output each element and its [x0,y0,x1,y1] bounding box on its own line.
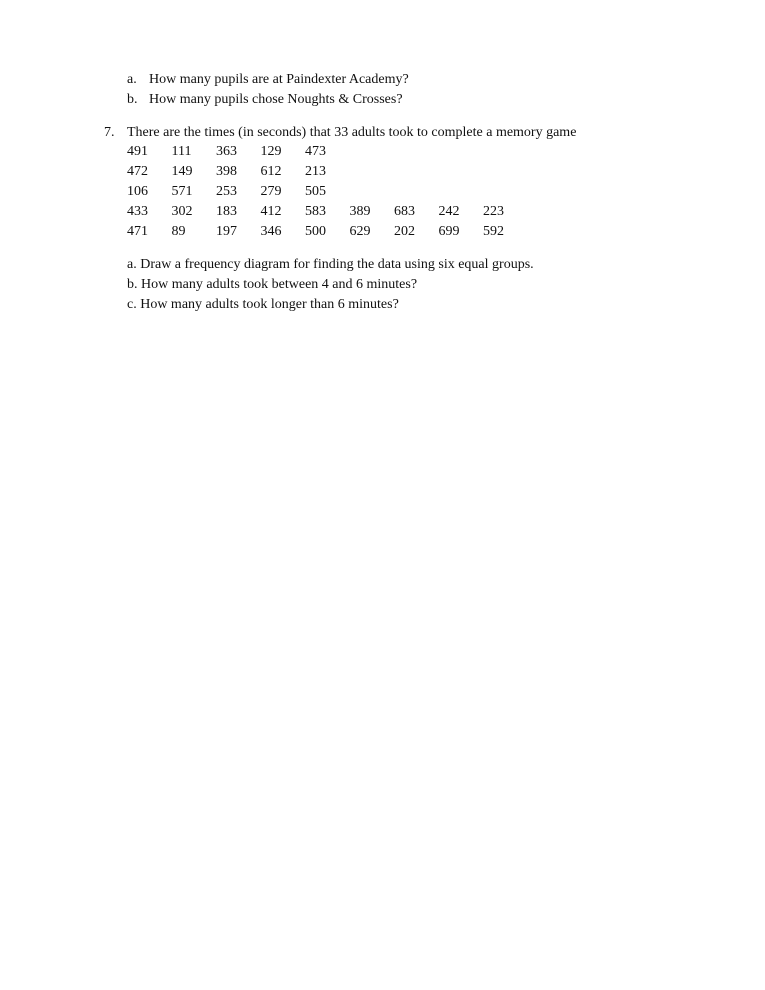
question-7-part-b: b. How many adults took between 4 and 6 minutes? [127,277,418,292]
data-cell: 505 [305,184,326,199]
data-cell: 253 [216,184,237,199]
data-cell: 473 [305,144,326,159]
part-letter: b. [127,92,138,107]
data-cell [350,142,395,162]
data-cell: 491 [127,144,148,159]
part-text: How many pupils chose Noughts & Crosses? [149,92,403,107]
data-cell: 111 [171,144,192,159]
data-cell: 363 [216,144,237,159]
data-cell: 302 [171,204,193,219]
data-cell: 583 [305,204,326,219]
data-cell: 699 [438,224,460,239]
times-data-table [127,142,528,242]
data-cell: 346 [260,224,282,239]
question-7-part-c: c. How many adults took longer than 6 minutes? [127,297,399,312]
data-cell: 106 [127,184,148,199]
data-cell [394,142,439,162]
data-cell: 629 [349,224,371,239]
data-cell: 197 [216,224,237,239]
data-cell: 472 [127,164,148,179]
data-cell [483,162,528,182]
data-cell: 683 [394,204,415,219]
data-cell: 471 [127,224,148,239]
data-cell: 213 [305,164,326,179]
data-cell: 129 [260,144,282,159]
question-part-b [127,90,403,110]
data-cell: 202 [394,224,415,239]
data-cell: 592 [483,224,504,239]
data-row [127,182,528,202]
data-cell [483,182,528,202]
data-cell: 149 [171,164,193,179]
data-row [127,162,528,182]
data-cell [394,162,439,182]
data-cell: 279 [260,184,282,199]
data-cell: 412 [260,204,282,219]
data-cell [439,142,484,162]
question-text: There are the times (in seconds) that 33 adults took to complete a memory game [127,125,577,140]
question-number: 7. [104,125,115,140]
data-cell [483,142,528,162]
data-cell [350,182,395,202]
part-text: How many pupils are at Paindexter Academy? [149,72,409,87]
data-cell: 223 [483,204,504,219]
part-letter: a. [127,72,137,87]
question-7-parts [127,255,534,315]
data-cell: 612 [260,164,282,179]
data-cell: 500 [305,224,326,239]
data-cell: 571 [171,184,193,199]
data-row [127,202,528,222]
data-cell [439,182,484,202]
data-cell [439,162,484,182]
question-7-part-a: a. Draw a frequency diagram for finding the data using six equal groups. [127,257,534,272]
data-cell: 183 [216,204,237,219]
data-row [127,142,528,162]
data-cell [350,162,395,182]
data-cell: 89 [171,224,186,239]
data-cell: 242 [438,204,460,219]
data-row [127,222,528,242]
data-cell [394,182,439,202]
data-cell: 433 [127,204,148,219]
question-7 [104,123,576,143]
question-part-a [127,70,409,90]
data-cell: 389 [349,204,371,219]
data-cell: 398 [216,164,237,179]
